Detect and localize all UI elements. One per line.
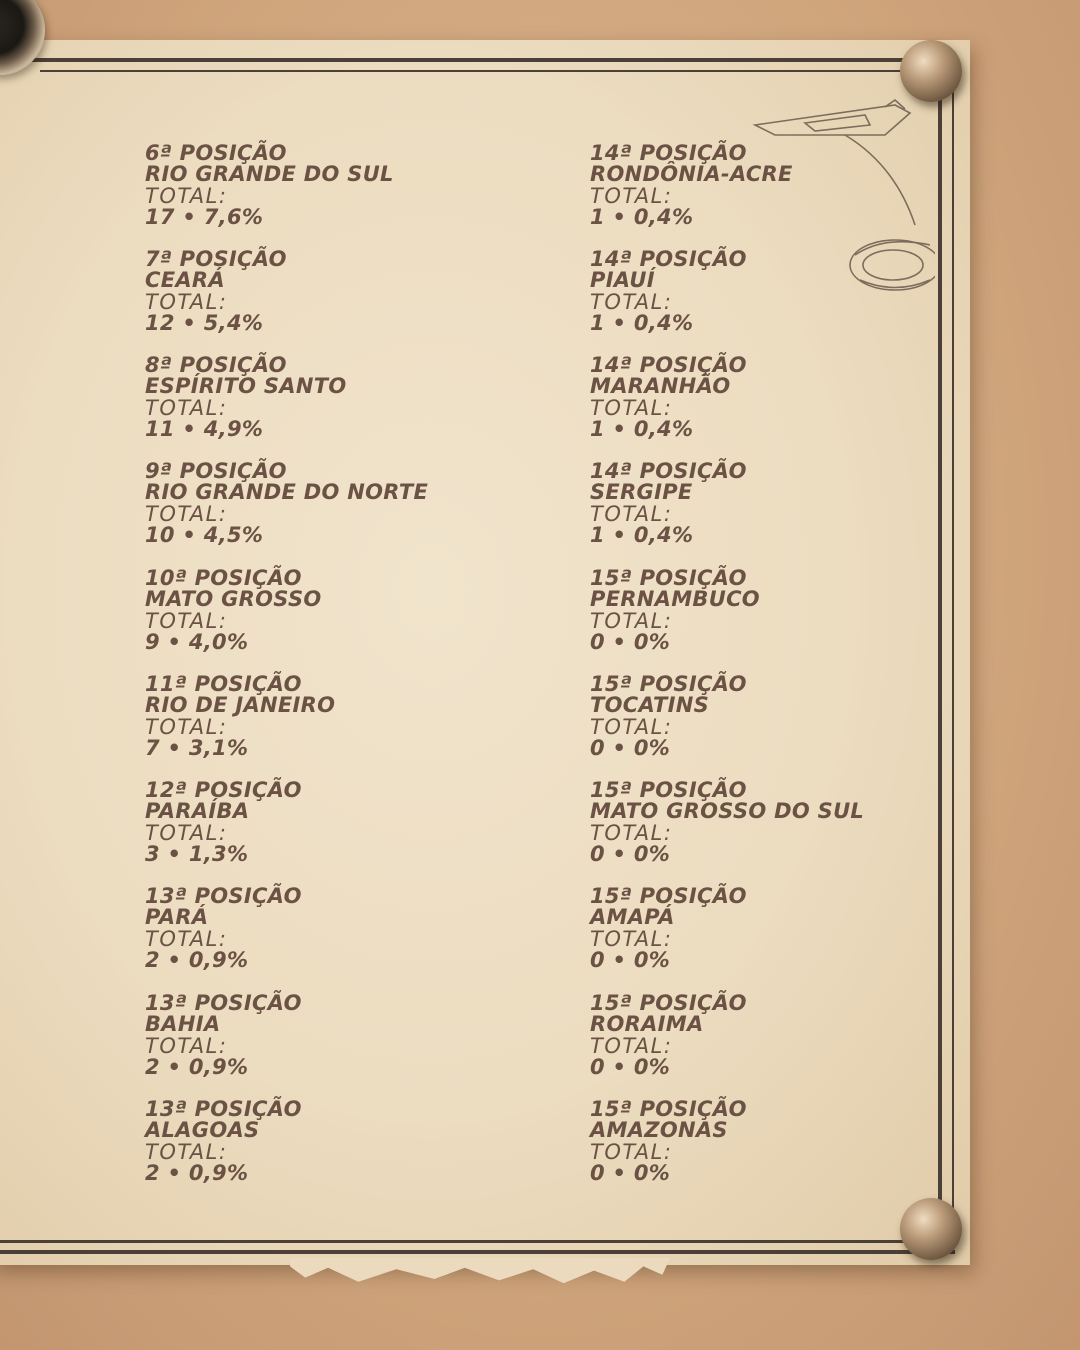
ranking-entry: [590, 568, 920, 653]
position-label: 15ª POSIÇÃO: [590, 566, 747, 590]
total-label: TOTAL:: [590, 183, 673, 208]
total-label: TOTAL:: [590, 501, 673, 526]
total-label: TOTAL:: [145, 714, 228, 739]
total-label: TOTAL:: [145, 820, 228, 845]
frame-bottom-line: [0, 1240, 940, 1243]
total-label: TOTAL:: [590, 289, 673, 314]
ranking-entry: [145, 461, 475, 546]
total-value: 0 • 0%: [590, 947, 671, 972]
state-name: PARÁ: [145, 905, 209, 930]
total-value: 7 • 3,1%: [145, 735, 249, 760]
position-label: 15ª POSIÇÃO: [590, 884, 747, 908]
state-name: PERNAMBUCO: [590, 587, 760, 612]
state-name: SERGIPE: [590, 480, 693, 505]
position-label: 11ª POSIÇÃO: [145, 672, 302, 696]
ranking-entry: [590, 674, 920, 759]
state-name: PIAUÍ: [590, 268, 655, 293]
ranking-entry: [145, 780, 475, 865]
top-right-pin: [900, 40, 962, 102]
position-label: 7ª POSIÇÃO: [145, 247, 287, 271]
total-label: TOTAL:: [590, 1139, 673, 1164]
state-name: ESPÍRITO SANTO: [145, 374, 347, 399]
ranking-entry: [590, 780, 920, 865]
position-label: 13ª POSIÇÃO: [145, 884, 302, 908]
total-value: 0 • 0%: [590, 1054, 671, 1079]
state-name: AMAPÁ: [590, 905, 675, 930]
state-name: RORAIMA: [590, 1012, 704, 1037]
state-name: TOCATINS: [590, 693, 710, 718]
ranking-entry: [145, 355, 475, 440]
total-value: 1 • 0,4%: [590, 204, 694, 229]
ranking-entry: [145, 249, 475, 334]
position-label: 6ª POSIÇÃO: [145, 141, 287, 165]
total-label: TOTAL:: [590, 395, 673, 420]
state-name: RIO DE JANEIRO: [145, 693, 336, 718]
paper-torn-edge: [290, 1258, 670, 1286]
state-name: PARAÍBA: [145, 799, 250, 824]
ranking-entry: [590, 1099, 920, 1184]
total-label: TOTAL:: [145, 926, 228, 951]
total-value: 1 • 0,4%: [590, 310, 694, 335]
position-label: 13ª POSIÇÃO: [145, 1097, 302, 1121]
ranking-entry: [590, 461, 920, 546]
state-name: RIO GRANDE DO NORTE: [145, 480, 429, 505]
total-value: 10 • 4,5%: [145, 522, 264, 547]
total-value: 2 • 0,9%: [145, 1160, 249, 1185]
state-name: CEARÁ: [145, 268, 225, 293]
state-name: MATO GROSSO: [145, 587, 322, 612]
state-name: BAHIA: [145, 1012, 221, 1037]
total-value: 1 • 0,4%: [590, 416, 694, 441]
position-label: 9ª POSIÇÃO: [145, 459, 287, 483]
frame-top-line: [0, 58, 930, 62]
position-label: 14ª POSIÇÃO: [590, 141, 747, 165]
total-label: TOTAL:: [145, 183, 228, 208]
total-label: TOTAL:: [145, 289, 228, 314]
total-value: 3 • 1,3%: [145, 841, 249, 866]
position-label: 14ª POSIÇÃO: [590, 353, 747, 377]
frame-top-thin-line: [40, 70, 920, 72]
total-value: 17 • 7,6%: [145, 204, 264, 229]
state-name: RONDÔNIA-ACRE: [590, 162, 793, 187]
ranking-entry: [145, 568, 475, 653]
position-label: 13ª POSIÇÃO: [145, 991, 302, 1015]
total-label: TOTAL:: [145, 501, 228, 526]
ranking-entry: [590, 993, 920, 1078]
ranking-entry: [590, 249, 920, 334]
total-label: TOTAL:: [590, 608, 673, 633]
total-label: TOTAL:: [590, 926, 673, 951]
position-label: 8ª POSIÇÃO: [145, 353, 287, 377]
bottom-right-pin: [900, 1198, 962, 1260]
total-value: 0 • 0%: [590, 629, 671, 654]
ranking-entry: [145, 143, 475, 228]
total-label: TOTAL:: [145, 395, 228, 420]
total-label: TOTAL:: [590, 714, 673, 739]
position-label: 15ª POSIÇÃO: [590, 991, 747, 1015]
ranking-entry: [590, 143, 920, 228]
total-value: 12 • 5,4%: [145, 310, 264, 335]
state-name: MATO GROSSO DO SUL: [590, 799, 865, 824]
ranking-entry: [145, 993, 475, 1078]
total-label: TOTAL:: [145, 1033, 228, 1058]
total-value: 0 • 0%: [590, 735, 671, 760]
total-value: 2 • 0,9%: [145, 947, 249, 972]
total-label: TOTAL:: [145, 1139, 228, 1164]
position-label: 15ª POSIÇÃO: [590, 1097, 747, 1121]
position-label: 10ª POSIÇÃO: [145, 566, 302, 590]
ranking-entry: [145, 674, 475, 759]
total-label: TOTAL:: [590, 820, 673, 845]
state-name: RIO GRANDE DO SUL: [145, 162, 394, 187]
position-label: 12ª POSIÇÃO: [145, 778, 302, 802]
ranking-entry: [590, 355, 920, 440]
frame-bottom-thick-line: [0, 1250, 955, 1254]
total-label: TOTAL:: [145, 608, 228, 633]
total-value: 0 • 0%: [590, 1160, 671, 1185]
state-name: AMAZONAS: [590, 1118, 728, 1143]
position-label: 15ª POSIÇÃO: [590, 778, 747, 802]
position-label: 14ª POSIÇÃO: [590, 459, 747, 483]
position-label: 15ª POSIÇÃO: [590, 672, 747, 696]
total-value: 0 • 0%: [590, 841, 671, 866]
total-value: 9 • 4,0%: [145, 629, 249, 654]
state-name: MARANHÃO: [590, 374, 731, 399]
ranking-entry: [145, 1099, 475, 1184]
frame-right-line: [938, 70, 942, 1250]
ranking-entry: [145, 886, 475, 971]
ranking-entry: [590, 886, 920, 971]
total-label: TOTAL:: [590, 1033, 673, 1058]
total-value: 11 • 4,9%: [145, 416, 264, 441]
state-name: ALAGOAS: [145, 1118, 260, 1143]
total-value: 2 • 0,9%: [145, 1054, 249, 1079]
total-value: 1 • 0,4%: [590, 522, 694, 547]
frame-right-thin-line: [952, 85, 954, 1245]
position-label: 14ª POSIÇÃO: [590, 247, 747, 271]
